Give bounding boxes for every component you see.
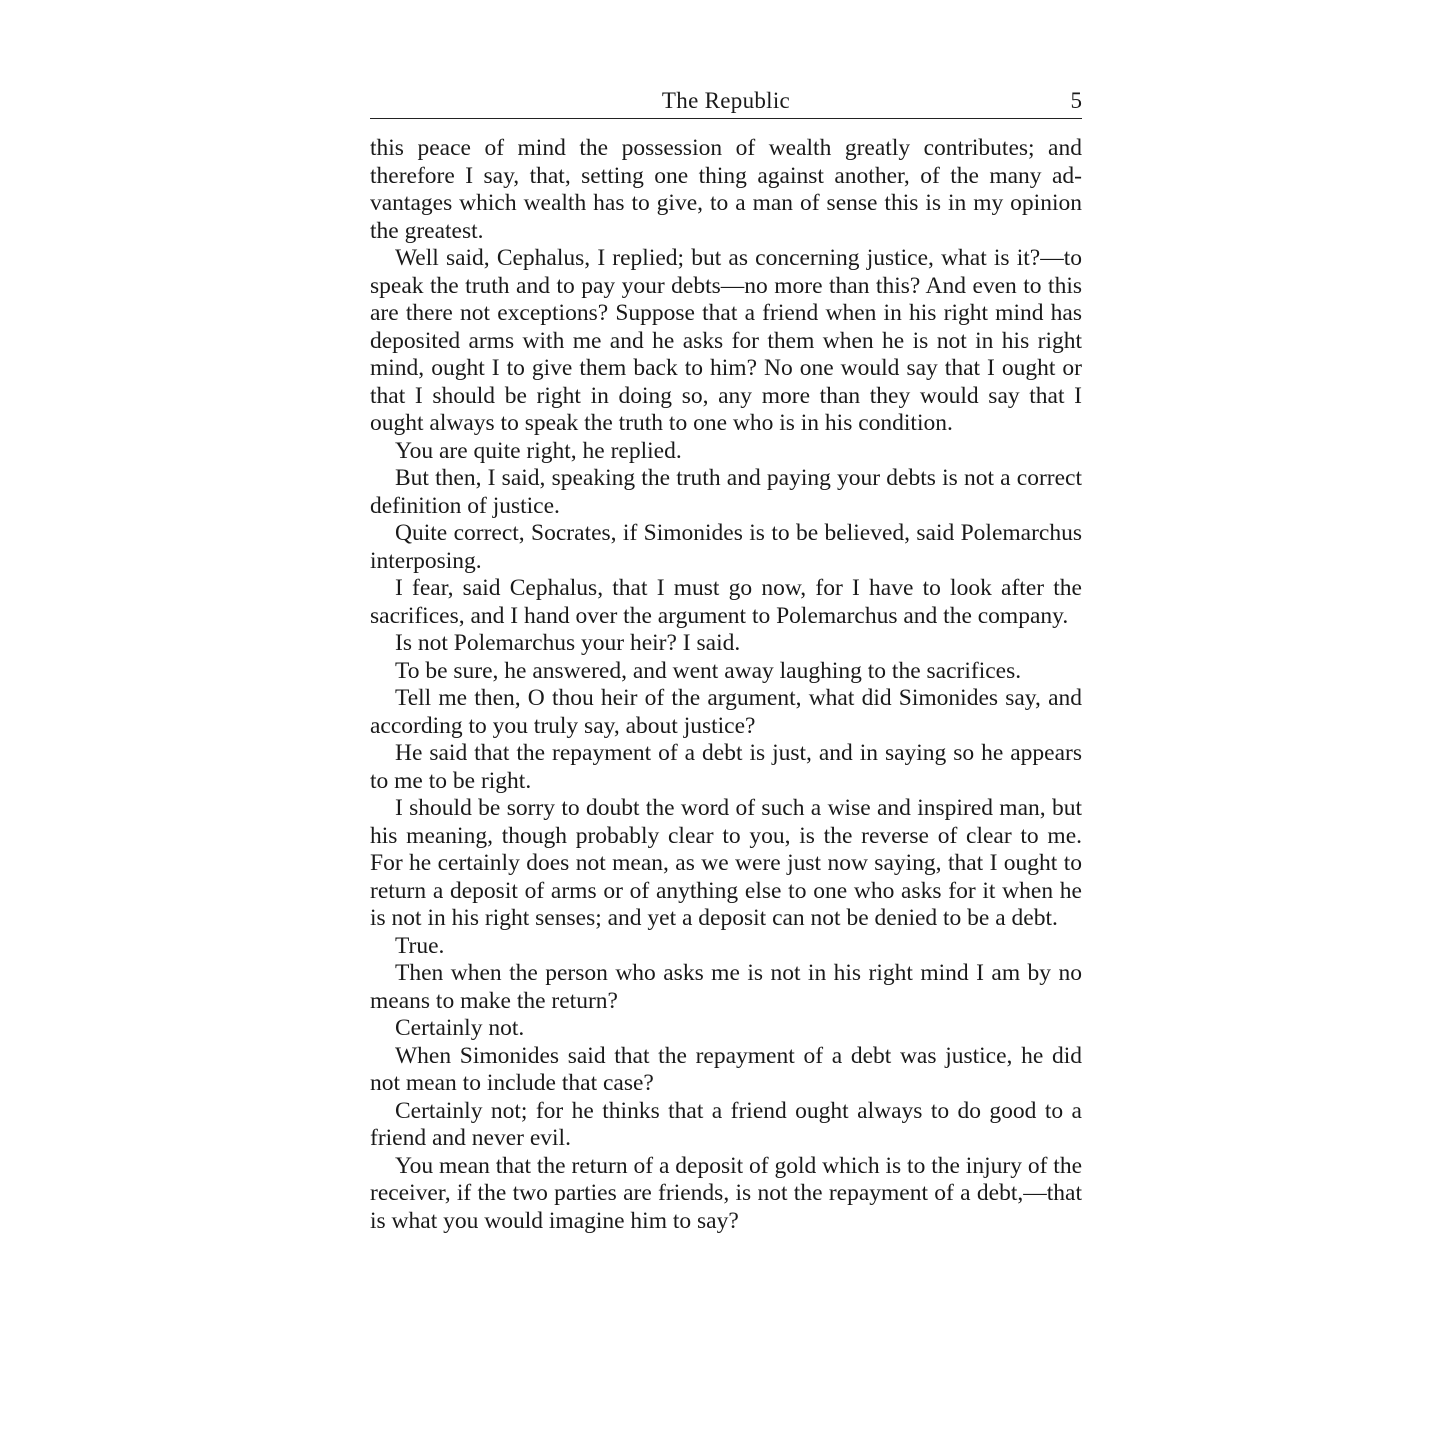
paragraph: Certainly not.: [395, 1015, 525, 1041]
paragraph: He said that the repayment of a debt is just, and in saying so he appears to me to be right.: [370, 740, 1082, 794]
paragraph: this peace of mind the possession of wealth greatly contributes; and therefore I say, that, setting one thing against another, of the many advantages which wealth has to give, to a man of sense this is in my opinion the greatest.: [370, 135, 1082, 244]
paragraph: True.: [395, 932, 445, 959]
paragraph: You mean that the return of a deposit of gold which is to the injury of the receiver, if the two parties are friends, is not the repayment of a debt,—that is what you would imagine him to say?: [370, 1152, 1082, 1234]
body-text: [370, 135, 1082, 1235]
paragraph: I should be sorry to doubt the word of such a wise and inspired man, but his meaning, though probably clear to you, is the reverse of clear to me. For he certainly does not mean, as we were just now saying, that I ought to return a deposit of arms or of anything else to one who asks for it when he is not in his right senses; and yet a deposit can not be denied to be a debt.: [370, 795, 1082, 931]
paragraph: I fear, said Cephalus, that I must go now, for I have to look after the sacrifices, and I hand over the argument to Polemarchus and the company.: [370, 575, 1082, 629]
page-number: 5: [1070, 88, 1082, 113]
paragraph: When Simonides said that the repayment of a debt was justice, he did not mean to include that case?: [370, 1042, 1082, 1096]
paragraph: Then when the person who asks me is not in his right mind I am by no means to make the return?: [370, 960, 1082, 1014]
paragraph: To be sure, he answered, and went away laughing to the sacrifices.: [395, 657, 1022, 684]
paragraph: Well said, Cephalus, I replied; but as concerning justice, what is it?—to speak the truth and to pay your debts—no more than this? And even to this are there not exceptions? Suppose that a friend when in his right mind has deposited arms with me and he asks for them when he is not in his right mind, ought I to give them back to him? No one would say that I ought or that I should be right in doing so, any more than they would say that I ought always to speak the truth to one who is in his condition.: [370, 245, 1082, 436]
paragraph: Quite correct, Socrates, if Simonides is to be believed, said Polemarchus interposing.: [370, 520, 1082, 574]
paragraph: Is not Polemarchus your heir? I said.: [395, 630, 741, 656]
paragraph: Certainly not; for he thinks that a friend ought always to do good to a friend and never evil.: [370, 1097, 1082, 1151]
running-head: [370, 82, 1082, 119]
paragraph: But then, I said, speaking the truth and paying your debts is not a correct definition of justice.: [370, 465, 1082, 519]
paragraph: You are quite right, he replied.: [395, 437, 682, 464]
running-title: The Republic: [661, 88, 791, 113]
paragraph: Tell me then, O thou heir of the argument, what did Simonides say, and according to you truly say, about justice?: [370, 685, 1082, 739]
book-page: [370, 82, 1082, 1382]
